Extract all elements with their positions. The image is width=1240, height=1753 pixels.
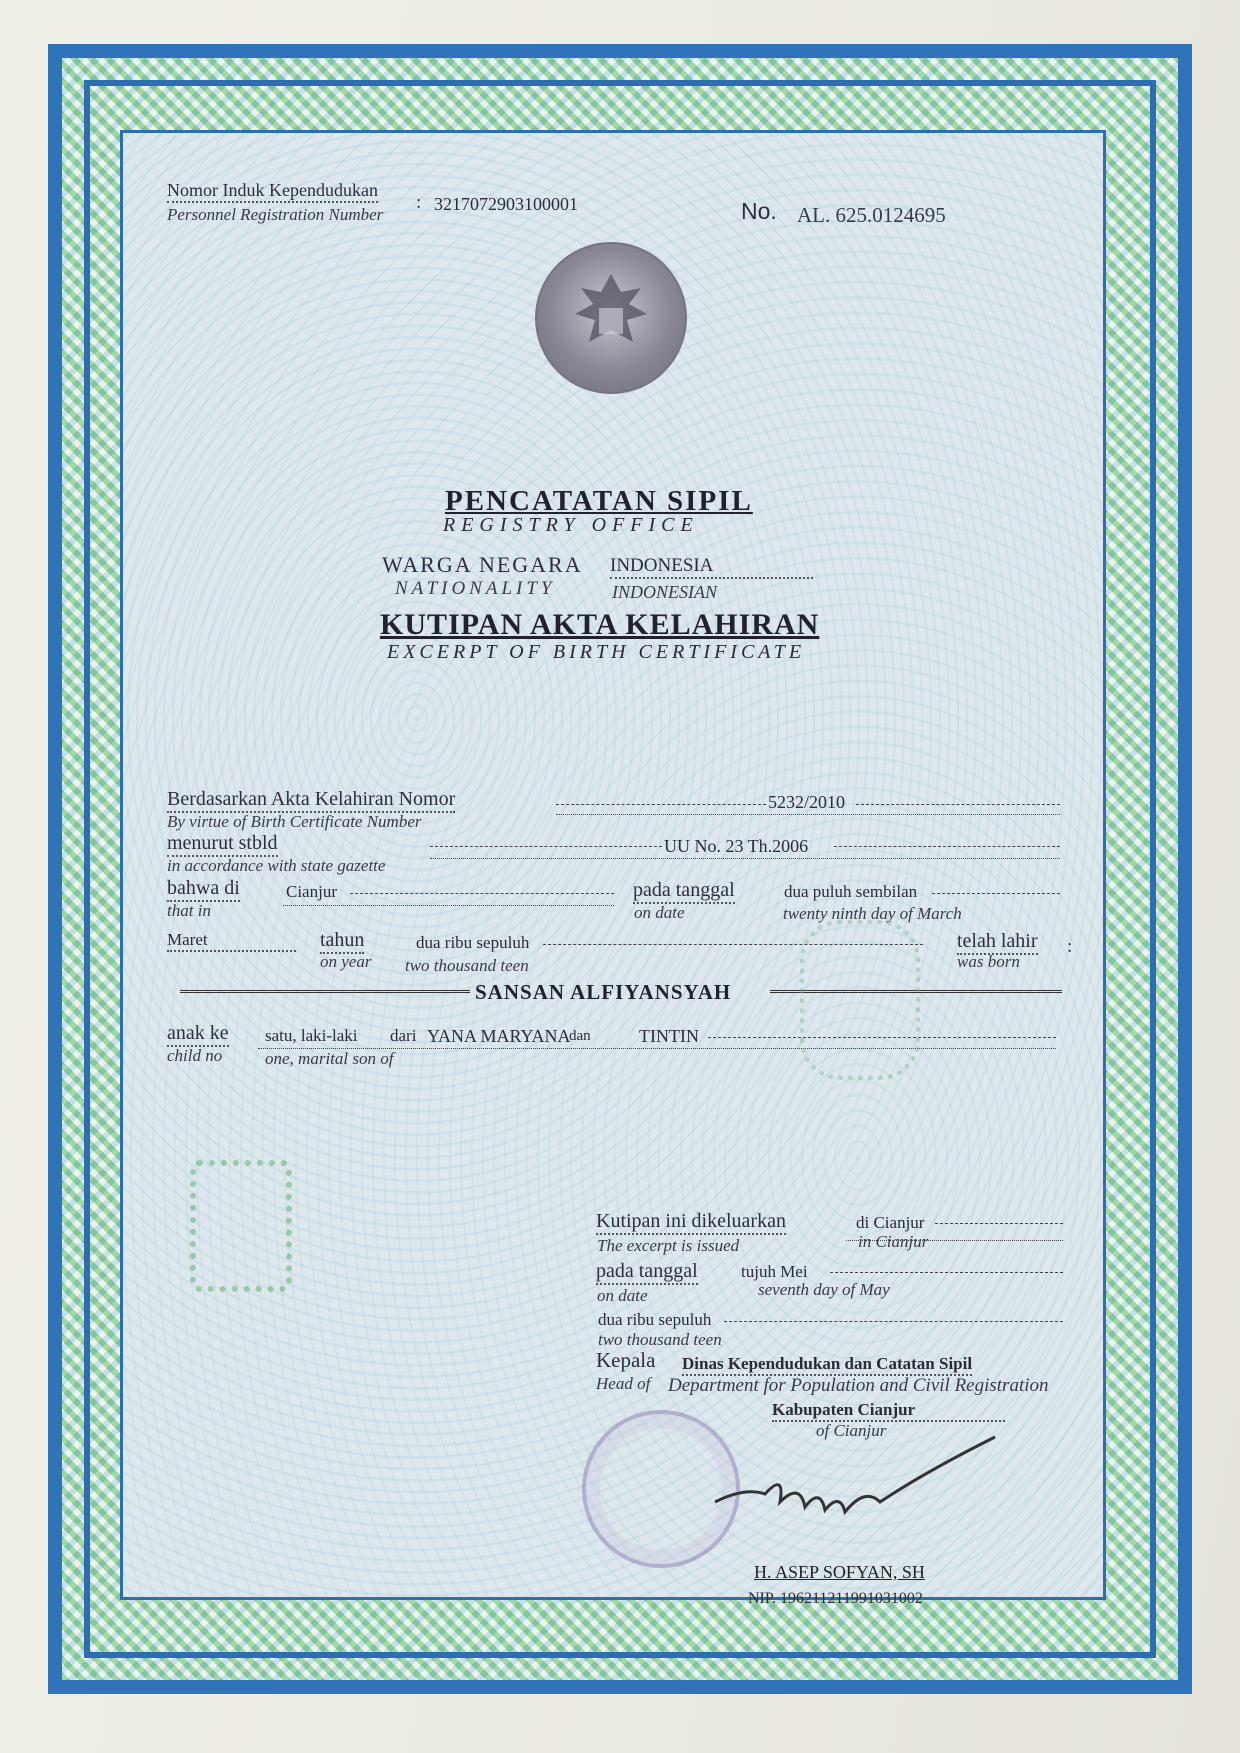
head-label: Kepala (596, 1348, 656, 1372)
act-number-value: 5232/2010 (768, 792, 846, 812)
green-stamp (190, 1160, 292, 1292)
born-label: telah lahir (957, 930, 1038, 955)
act-number-label: Berdasarkan Akta Kelahiran Nomor (167, 788, 455, 813)
parents-conjunction: dan (569, 1028, 591, 1044)
issue-date-value-en: seventh day of May (758, 1280, 890, 1299)
birth-month-value: Maret (167, 930, 296, 952)
regency-name: Kabupaten Cianjur (772, 1400, 1005, 1422)
stbld-value: UU No. 23 Th.2006 (664, 836, 809, 856)
born-label-en: was born (957, 952, 1020, 971)
cert-no-value: AL. 625.0124695 (797, 203, 946, 227)
issued-place-en: in Cianjur (858, 1232, 929, 1251)
issued-label: Kutipan ini dikeluarkan (596, 1210, 786, 1235)
birth-year-value: dua ribu sepuluh (416, 933, 530, 952)
issue-date-label: pada tanggal (596, 1260, 698, 1285)
mother-name: TINTIN (639, 1026, 699, 1046)
office-title-en: REGISTRY OFFICE (443, 514, 699, 536)
nationality-value-en: INDONESIAN (612, 582, 717, 602)
signer-name: H. ASEP SOFYAN, SH (754, 1562, 925, 1582)
birth-date-label: pada tanggal (633, 879, 735, 904)
birth-year-value-en: two thousand teen (405, 956, 529, 975)
child-order-value-en: one, marital son of (265, 1049, 394, 1068)
green-stamp-faint (800, 920, 920, 1080)
office-title: PENCATATAN SIPIL (445, 485, 753, 517)
year-label: tahun (320, 929, 364, 954)
nik-colon: : (416, 192, 422, 213)
birth-date-value: dua puluh sembilan (784, 882, 918, 901)
birth-date-value-en: twenty ninth day of March (783, 904, 962, 923)
year-label-en: on year (320, 952, 372, 971)
parents-prefix: dari (390, 1026, 417, 1045)
nik-label-en: Personnel Registration Number (167, 205, 384, 224)
nationality-label-en: NATIONALITY (395, 578, 556, 599)
nationality-value: INDONESIA (610, 555, 813, 579)
child-order-label-en: child no (167, 1046, 223, 1065)
nationality-label: WARGA NEGARA (382, 552, 583, 577)
act-number-label-en: By virtue of Birth Certificate Number (167, 812, 422, 831)
father-name: YANA MARYANA (427, 1026, 571, 1046)
garuda-emblem-icon (535, 242, 687, 394)
document-title: KUTIPAN AKTA KELAHIRAN (380, 608, 820, 641)
child-name: SANSAN ALFIYANSYAH (475, 980, 732, 1004)
nik-label: Nomor Induk Kependudukan (167, 180, 378, 203)
stbld-label-en: in accordance with state gazette (167, 856, 386, 875)
place-label: bahwa di (167, 877, 240, 902)
nik-value: 3217072903100001 (434, 194, 578, 214)
place-label-en: that in (167, 901, 211, 920)
cert-no-label: No. (741, 198, 777, 224)
stbld-label: menurut stbld (167, 832, 278, 857)
issue-year-value-en: two thousand teen (598, 1330, 722, 1349)
place-value: Cianjur (286, 882, 337, 901)
birth-date-label-en: on date (634, 903, 685, 922)
issued-label-en: The excerpt is issued (597, 1236, 740, 1255)
regency-name-en: of Cianjur (816, 1421, 887, 1440)
issued-place: di Cianjur (856, 1213, 925, 1232)
issue-date-label-en: on date (597, 1286, 648, 1305)
document-title-en: EXCERPT OF BIRTH CERTIFICATE (387, 641, 806, 663)
department-name: Dinas Kependudukan dan Catatan Sipil (682, 1354, 972, 1376)
born-colon: : (1067, 936, 1073, 957)
head-label-en: Head of (596, 1374, 651, 1393)
issue-date-value: tujuh Mei (741, 1262, 808, 1281)
child-order-value: satu, laki-laki (265, 1026, 358, 1045)
issue-year-value: dua ribu sepuluh (598, 1310, 712, 1329)
child-order-label: anak ke (167, 1022, 229, 1047)
signature-mark (705, 1432, 1005, 1542)
signer-nip: NIP. 196211211991031002 (748, 1590, 923, 1607)
department-name-en: Department for Population and Civil Registration (668, 1375, 1049, 1396)
